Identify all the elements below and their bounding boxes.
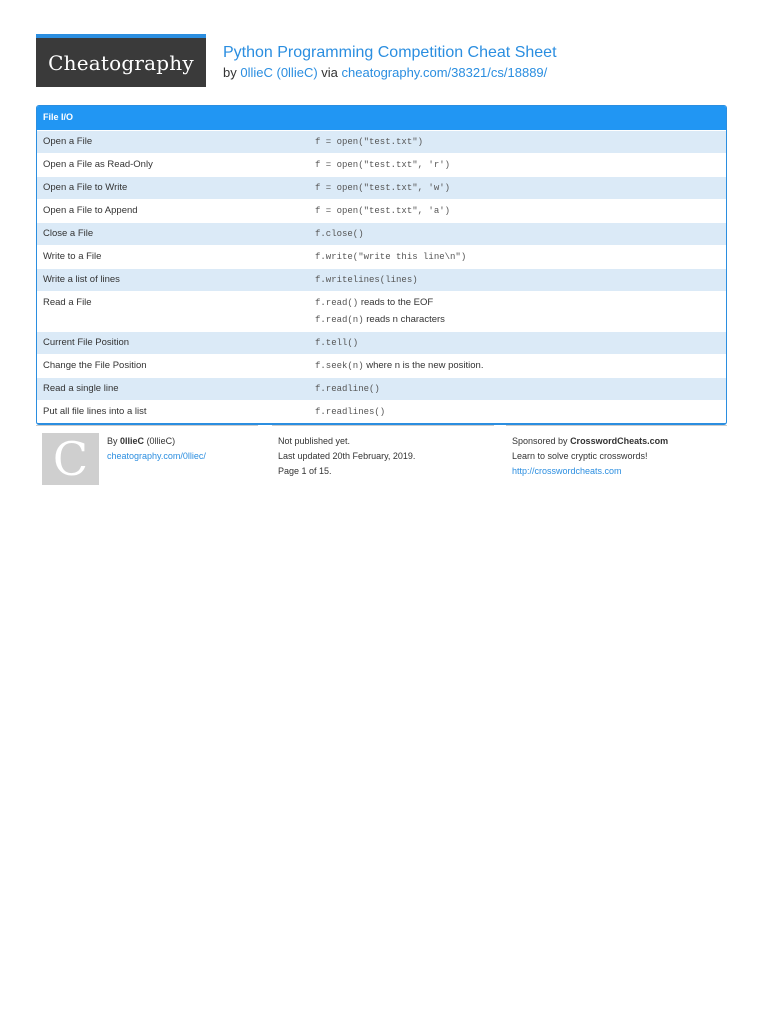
row-label: Read a File	[43, 297, 92, 308]
footer-meta-col	[272, 425, 494, 479]
table-row	[37, 153, 726, 176]
value-line	[315, 315, 722, 325]
value-line	[315, 160, 722, 170]
table-row	[37, 331, 726, 354]
table-row	[37, 130, 726, 153]
sponsor-url[interactable]: http://crosswordcheats.com	[512, 466, 622, 476]
sponsor-line	[512, 434, 727, 449]
footer-by-prefix: By	[107, 436, 118, 446]
code-note: where n is the new position.	[366, 360, 484, 371]
author-link[interactable]: 0llieC (0llieC)	[240, 65, 318, 80]
value-line	[315, 298, 722, 308]
row-value	[311, 200, 726, 222]
value-line	[315, 137, 722, 147]
row-value	[311, 154, 726, 176]
by-prefix: by	[223, 65, 237, 80]
row-label: Current File Position	[43, 337, 130, 348]
page-title[interactable]: Python Programming Competition Cheat Sheet	[223, 44, 557, 61]
value-line	[315, 384, 722, 394]
row-value	[311, 246, 726, 268]
row-label: Put all file lines into a list	[43, 406, 147, 417]
row-value	[311, 269, 726, 291]
sheet-url-link[interactable]: cheatography.com/38321/cs/18889/	[341, 65, 548, 80]
avatar-letter: C	[52, 432, 89, 486]
table-row	[37, 245, 726, 268]
code-snippet: f.seek(n)	[315, 361, 364, 371]
value-line	[315, 252, 722, 262]
value-line	[315, 229, 722, 239]
header	[223, 43, 557, 82]
code-snippet: f.readline()	[315, 384, 380, 394]
file-io-section	[36, 105, 727, 425]
footer-sponsor-col	[506, 425, 727, 479]
footer-author-url[interactable]: cheatography.com/0lliec/	[107, 451, 206, 461]
cheatography-logo[interactable]	[36, 34, 206, 87]
row-label: Close a File	[43, 228, 94, 239]
footer-author-name: 0llieC	[120, 436, 145, 446]
row-value	[311, 131, 726, 153]
value-line	[315, 407, 722, 417]
table-row	[37, 199, 726, 222]
row-value	[311, 292, 726, 331]
value-line	[315, 206, 722, 216]
code-snippet: f.readlines()	[315, 407, 386, 417]
row-label: Write a list of lines	[43, 274, 120, 285]
row-value	[311, 223, 726, 245]
section-title: File I/O	[37, 106, 726, 130]
code-snippet: f = open("test.txt")	[315, 137, 424, 147]
code-snippet: f.tell()	[315, 338, 359, 348]
footer-author-handle: (0llieC)	[146, 436, 176, 446]
footer	[36, 425, 727, 495]
table-row	[37, 268, 726, 291]
row-label: Open a File	[43, 136, 93, 147]
table-row	[37, 354, 726, 377]
row-label: Change the File Position	[43, 360, 147, 371]
footer-author-line	[107, 434, 258, 449]
row-value	[311, 177, 726, 199]
sponsor-prefix: Sponsored by	[512, 436, 568, 446]
code-note: reads n characters	[366, 314, 445, 325]
row-label: Read a single line	[43, 383, 119, 394]
footer-author-col	[36, 425, 258, 464]
value-line	[315, 183, 722, 193]
code-snippet: f.write("write this line\n")	[315, 252, 467, 262]
row-value	[311, 355, 726, 377]
code-snippet: f.read(n)	[315, 315, 364, 325]
value-line	[315, 338, 722, 348]
section-rows	[37, 130, 726, 423]
publish-status: Not published yet.	[278, 436, 351, 446]
row-label: Open a File to Append	[43, 205, 138, 216]
code-snippet: f = open("test.txt", 'w')	[315, 183, 451, 193]
row-label: Open a File to Write	[43, 182, 128, 193]
row-label: Open a File as Read-Only	[43, 159, 153, 170]
row-label: Write to a File	[43, 251, 102, 262]
code-note: reads to the EOF	[360, 297, 434, 308]
code-snippet: f = open("test.txt", 'r')	[315, 160, 451, 170]
code-snippet: f.read()	[315, 298, 359, 308]
last-updated: Last updated 20th February, 2019.	[278, 451, 416, 461]
code-snippet: f.close()	[315, 229, 364, 239]
table-row	[37, 222, 726, 245]
value-line	[315, 361, 722, 371]
code-snippet: f = open("test.txt", 'a')	[315, 206, 451, 216]
code-snippet: f.writelines(lines)	[315, 275, 418, 285]
page-number: Page 1 of 15.	[278, 466, 332, 476]
sponsor-tagline: Learn to solve cryptic crosswords!	[512, 451, 648, 461]
table-row	[37, 400, 726, 423]
sponsor-name: CrosswordCheats.com	[570, 436, 669, 446]
via-text: via	[321, 65, 338, 80]
table-row	[37, 176, 726, 199]
table-row	[37, 377, 726, 400]
logo-text: Cheatography	[48, 50, 194, 75]
table-row	[37, 291, 726, 331]
row-value	[311, 332, 726, 354]
row-value	[311, 401, 726, 423]
byline	[223, 64, 557, 82]
value-line	[315, 275, 722, 285]
row-value	[311, 378, 726, 400]
